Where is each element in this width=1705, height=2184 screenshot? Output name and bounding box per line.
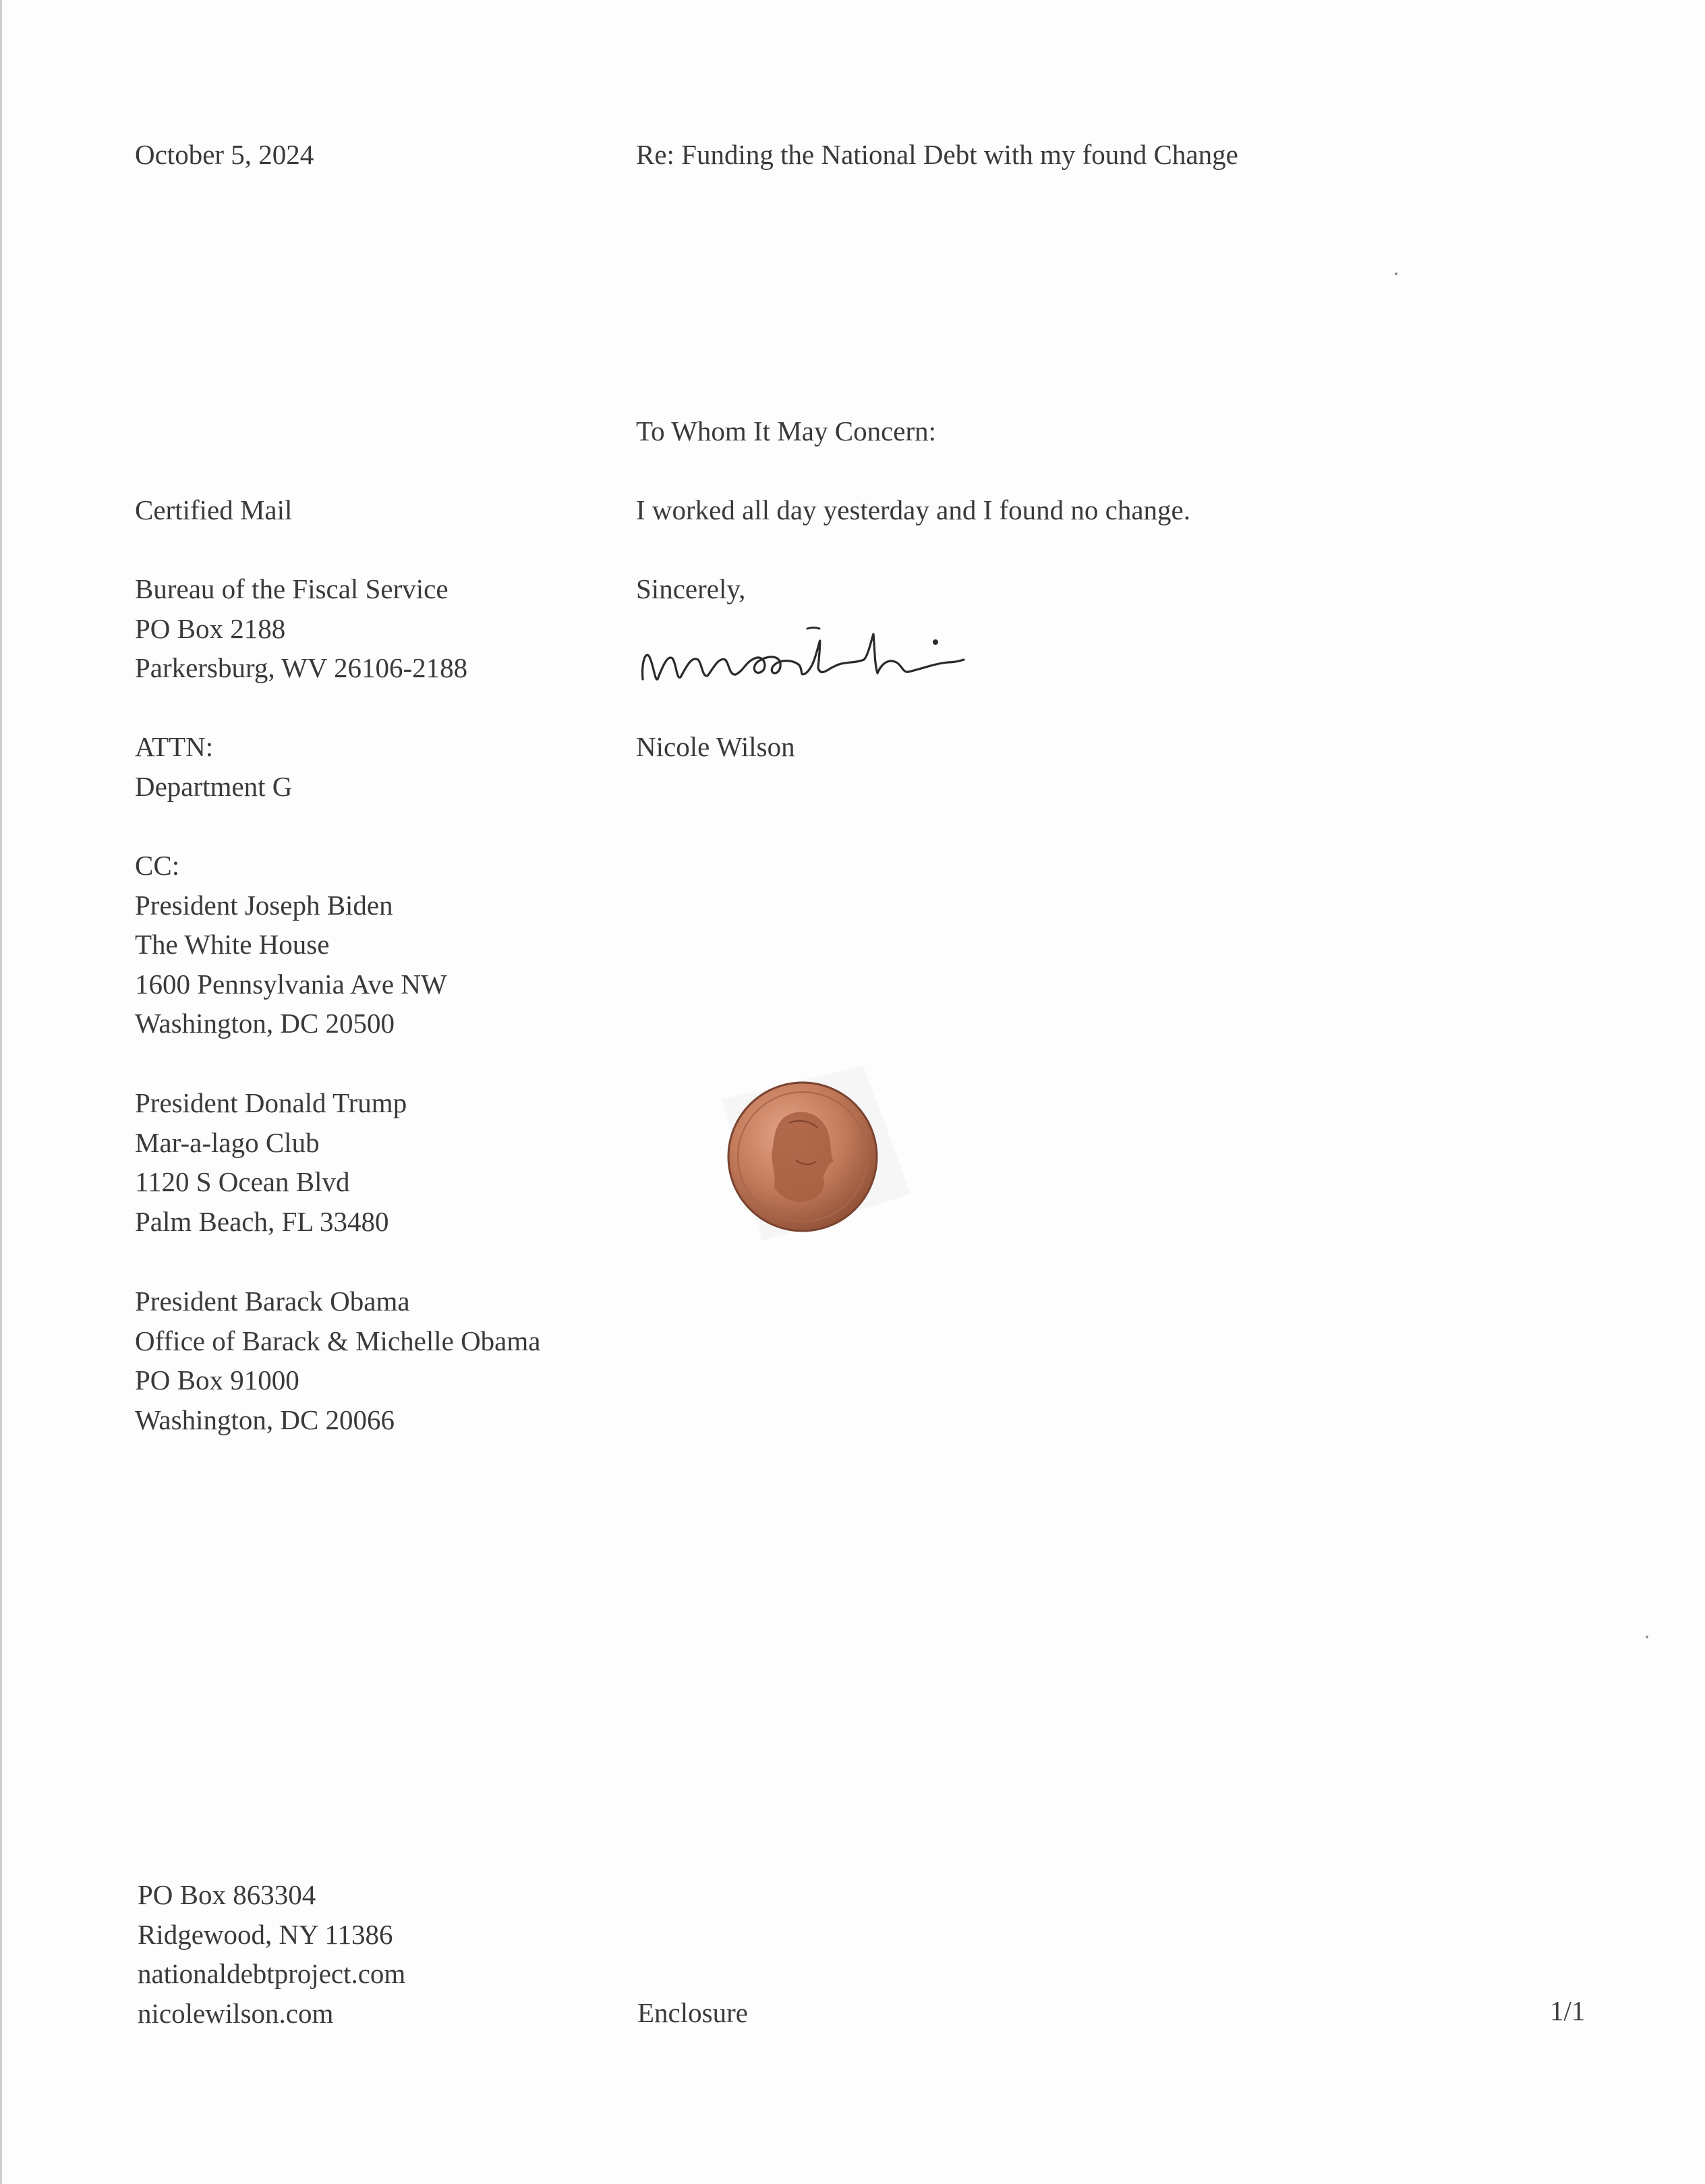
cc-line: Mar-a-lago Club xyxy=(135,1126,320,1158)
cc-line: Washington, DC 20066 xyxy=(135,1404,395,1435)
cc-block-biden xyxy=(135,846,447,1043)
cc-line: Office of Barack & Michelle Obama xyxy=(135,1325,541,1356)
cc-block-trump xyxy=(135,1083,407,1241)
signature xyxy=(637,615,995,703)
cc-line: Washington, DC 20500 xyxy=(135,1008,395,1039)
cc-line: President Barack Obama xyxy=(135,1286,410,1317)
enclosure-label: Enclosure xyxy=(637,1997,748,2028)
footer-line: PO Box 863304 xyxy=(138,1879,316,1910)
cc-line: Palm Beach, FL 33480 xyxy=(135,1205,389,1237)
cc-line: 1120 S Ocean Blvd xyxy=(135,1166,350,1197)
cc-line: The White House xyxy=(135,929,330,960)
recipient-line: Parkersburg, WV 26106-2188 xyxy=(135,652,468,683)
recipient-line: Bureau of the Fiscal Service xyxy=(135,573,449,604)
recipient-address xyxy=(135,569,467,688)
footer-address xyxy=(138,1875,405,2033)
scan-speck xyxy=(1395,272,1397,275)
cc-label: CC: xyxy=(135,850,180,881)
cc-block-obama xyxy=(135,1282,540,1439)
letter-body: I worked all day yesterday and I found no change. xyxy=(636,494,1190,525)
recipient-line: PO Box 2188 xyxy=(135,612,286,644)
attn-value: Department G xyxy=(135,770,293,802)
letter-subject: Re: Funding the National Debt with my found Change xyxy=(636,139,1238,170)
scan-speck xyxy=(1646,1636,1648,1638)
footer-link: nicolewilson.com xyxy=(138,1997,334,2029)
cc-line: 1600 Pennsylvania Ave NW xyxy=(135,968,447,1000)
cc-line: PO Box 91000 xyxy=(135,1364,299,1396)
cc-line: President Joseph Biden xyxy=(135,889,393,921)
salutation: To Whom It May Concern: xyxy=(636,415,937,447)
mail-type: Certified Mail xyxy=(135,494,293,525)
attn-label: ATTN: xyxy=(135,731,214,762)
letter-date: October 5, 2024 xyxy=(135,139,314,170)
signer-name: Nicole Wilson xyxy=(636,731,795,762)
page-number: 1/1 xyxy=(1550,1995,1586,2026)
footer-line: Ridgewood, NY 11386 xyxy=(138,1918,393,1950)
footer-link: nationaldebtproject.com xyxy=(138,1958,406,1989)
cc-line: President Donald Trump xyxy=(135,1087,407,1118)
scan-edge xyxy=(0,0,2,2184)
penny-coin-image xyxy=(695,1052,924,1255)
attn-block xyxy=(135,727,292,806)
closing: Sincerely, xyxy=(636,573,746,604)
